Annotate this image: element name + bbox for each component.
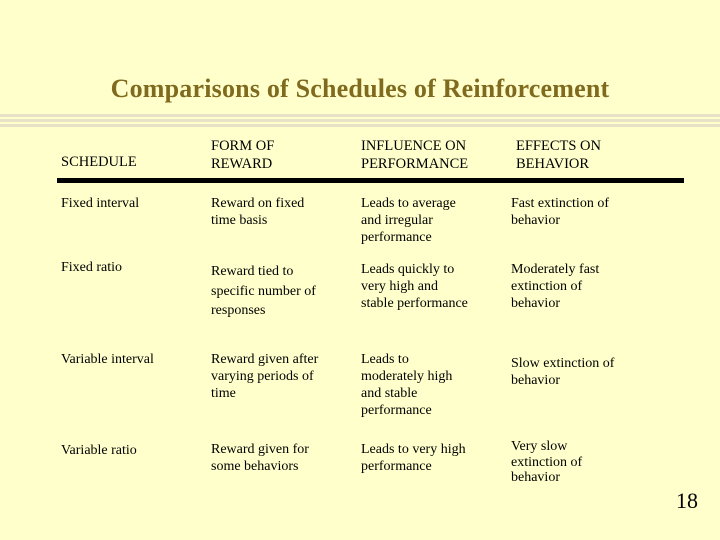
header-schedule: SCHEDULE — [61, 154, 137, 170]
slide-number: 18 — [676, 488, 698, 513]
cell-schedule: Variable ratio — [61, 443, 137, 458]
cell-influence: Leads to average and irregular performance — [361, 196, 456, 245]
cell-influence: Leads to moderately high and stable performance — [361, 352, 453, 418]
slide-title: Comparisons of Schedules of Reinforcement — [110, 74, 610, 103]
cell-effects: Slow extinction of behavior — [511, 356, 615, 388]
cell-form-of-reward: Reward given after varying periods of time — [211, 352, 319, 401]
header-effects-on-behavior: EFFECTS ON BEHAVIOR — [516, 138, 602, 172]
header-form-of-reward: FORM OF REWARD — [211, 138, 275, 172]
cell-schedule: Fixed interval — [61, 196, 140, 211]
cell-effects: Moderately fast extinction of behavior — [511, 262, 600, 311]
cell-effects: Fast extinction of behavior — [511, 196, 609, 228]
header-influence-on-performance: INFLUENCE ON PERFORMANCE — [361, 138, 469, 172]
cell-effects: Very slow extinction of behavior — [511, 439, 583, 485]
cell-form-of-reward: Reward given for some behaviors — [211, 442, 309, 474]
cell-schedule: Variable interval — [61, 352, 154, 367]
cell-form-of-reward: Reward tied to specific number of responses — [211, 264, 316, 318]
cell-schedule: Fixed ratio — [61, 260, 123, 275]
cell-influence: Leads quickly to very high and stable performance — [361, 262, 468, 311]
cell-form-of-reward: Reward on fixed time basis — [211, 196, 305, 228]
cell-influence: Leads to very high performance — [361, 442, 466, 474]
header-underline — [57, 178, 684, 183]
title-divider — [0, 114, 720, 130]
